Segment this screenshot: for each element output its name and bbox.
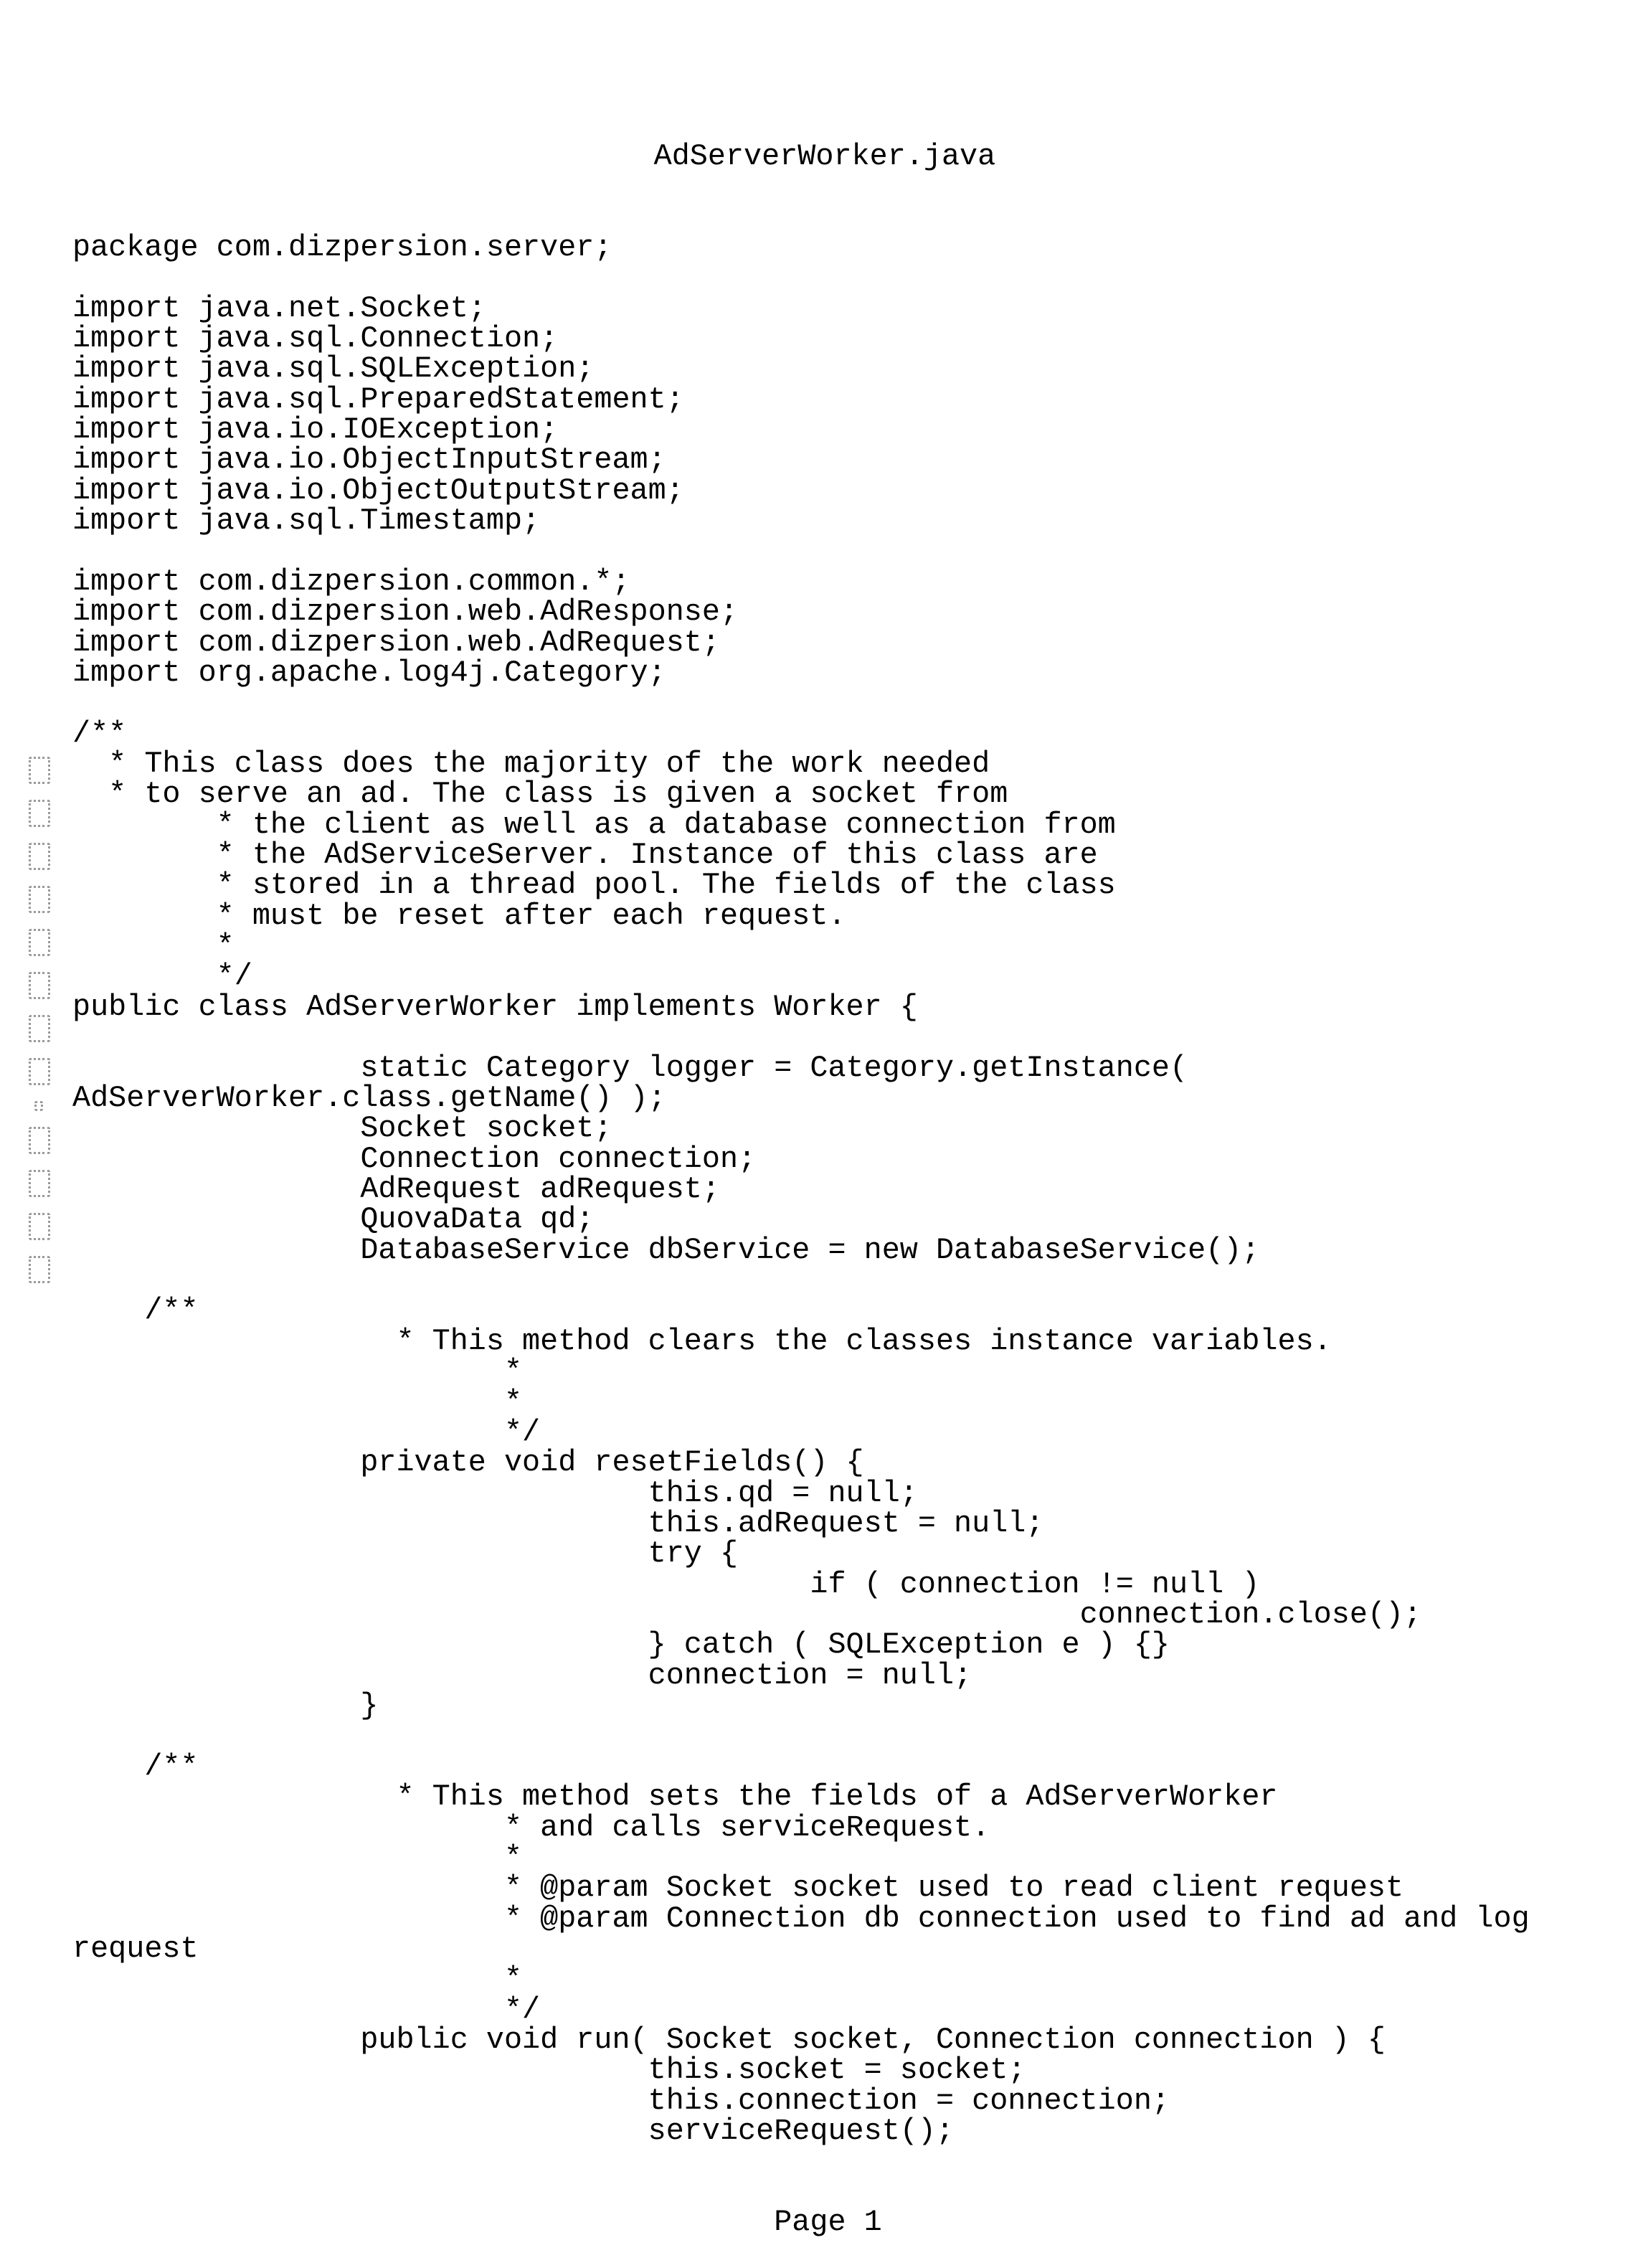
- code-line: * must be reset after each request.: [72, 901, 1530, 931]
- code-line: this.adRequest = null;: [72, 1508, 1530, 1539]
- stamp-glyph: [29, 886, 50, 913]
- code-line: } catch ( SQLException e ) {}: [72, 1630, 1530, 1660]
- code-line: import java.sql.Timestamp;: [72, 506, 1530, 536]
- code-line: * to serve an ad. The class is given a socket from: [72, 779, 1530, 809]
- stamp-glyph: [29, 757, 50, 784]
- code-line: connection = null;: [72, 1660, 1530, 1691]
- code-line: import com.dizpersion.web.AdRequest;: [72, 628, 1530, 658]
- code-lines: [72, 232, 1530, 2147]
- code-line: [72, 536, 1530, 566]
- code-line: * the AdServiceServer. Instance of this class are: [72, 840, 1530, 870]
- title-indent: [78, 139, 654, 174]
- footer-indent: [72, 2205, 774, 2239]
- stamp-glyph: [29, 1213, 50, 1240]
- code-line: import org.apache.log4j.Category;: [72, 658, 1530, 688]
- code-line: AdServerWorker.class.getName() );: [72, 1083, 1530, 1113]
- code-line: private void resetFields() {: [72, 1447, 1530, 1478]
- code-line: import java.io.ObjectOutputStream;: [72, 476, 1530, 506]
- code-line: DatabaseService dbService = new DatabaseService();: [72, 1235, 1530, 1265]
- code-line: this.qd = null;: [72, 1478, 1530, 1508]
- code-line: * This method clears the classes instance variables.: [72, 1326, 1530, 1356]
- code-line: package com.dizpersion.server;: [72, 232, 1530, 263]
- code-line: serviceRequest();: [72, 2116, 1530, 2146]
- stamp-glyph: [29, 1015, 50, 1042]
- code-line: *: [72, 1387, 1530, 1417]
- stamp-glyph: [29, 843, 50, 870]
- stamp-glyph: [29, 972, 50, 999]
- stamp-glyph: [29, 1170, 50, 1197]
- code-line: * This class does the majority of the work needed: [72, 749, 1530, 779]
- code-line: *: [72, 1964, 1530, 1994]
- code-line: /**: [72, 1752, 1530, 1782]
- code-line: import java.sql.PreparedStatement;: [72, 384, 1530, 415]
- page-footer: [72, 2207, 1530, 2237]
- code-listing: [72, 80, 1530, 2268]
- code-line: * the client as well as a database connection from: [72, 810, 1530, 840]
- code-line: */: [72, 1995, 1530, 2025]
- stamp-glyph: [29, 1127, 50, 1154]
- code-line: [72, 263, 1530, 293]
- code-line: * @param Socket socket used to read client request: [72, 1873, 1530, 1903]
- stamp-glyph: [29, 1058, 50, 1085]
- code-line: *: [72, 1843, 1530, 1873]
- code-line: public void run( Socket socket, Connection connection ) {: [72, 2025, 1530, 2055]
- code-line: */: [72, 1417, 1530, 1447]
- code-line: * This method sets the fields of a AdServerWorker: [72, 1782, 1530, 1812]
- code-line: import com.dizpersion.common.*;: [72, 567, 1530, 597]
- code-line: if ( connection != null ): [72, 1569, 1530, 1600]
- code-line: import com.dizpersion.web.AdResponse;: [72, 597, 1530, 627]
- code-line: QuovaData qd;: [72, 1204, 1530, 1234]
- code-line: * stored in a thread pool. The fields of the class: [72, 870, 1530, 900]
- file-name: AdServerWorker.java: [654, 139, 996, 174]
- code-line: public class AdServerWorker implements Worker {: [72, 992, 1530, 1022]
- stamp-glyph: [29, 1256, 50, 1283]
- code-line: import java.sql.SQLException;: [72, 354, 1530, 384]
- code-line: AdRequest adRequest;: [72, 1174, 1530, 1204]
- stamp-glyph: [29, 800, 50, 827]
- code-line: /**: [72, 719, 1530, 749]
- code-line: Socket socket;: [72, 1113, 1530, 1143]
- document-title: [78, 141, 1535, 171]
- code-line: request: [72, 1934, 1530, 1964]
- code-line: connection.close();: [72, 1600, 1530, 1630]
- code-line: * @param Connection db connection used to find ad and log: [72, 1904, 1530, 1934]
- code-line: import java.io.ObjectInputStream;: [72, 445, 1530, 475]
- code-line: *: [72, 931, 1530, 961]
- code-line: import java.sql.Connection;: [72, 323, 1530, 354]
- code-line: [72, 1022, 1530, 1052]
- code-line: import java.net.Socket;: [72, 293, 1530, 323]
- code-line: this.connection = connection;: [72, 2086, 1530, 2116]
- code-line: /**: [72, 1295, 1530, 1326]
- margin-stamp: [26, 757, 57, 1316]
- code-line: */: [72, 961, 1530, 991]
- code-line: Connection connection;: [72, 1144, 1530, 1174]
- stamp-glyph: [34, 1101, 43, 1111]
- code-line: [72, 1265, 1530, 1295]
- code-line: * and calls serviceRequest.: [72, 1813, 1530, 1843]
- page-number: Page 1: [774, 2205, 882, 2239]
- code-line: *: [72, 1356, 1530, 1386]
- code-line: static Category logger = Category.getInstance(: [72, 1053, 1530, 1083]
- code-line: this.socket = socket;: [72, 2055, 1530, 2085]
- code-line: [72, 688, 1530, 718]
- stamp-glyph: [29, 929, 50, 956]
- code-line: [72, 1721, 1530, 1751]
- code-line: import java.io.IOException;: [72, 415, 1530, 445]
- code-line: }: [72, 1691, 1530, 1721]
- code-line: try {: [72, 1539, 1530, 1569]
